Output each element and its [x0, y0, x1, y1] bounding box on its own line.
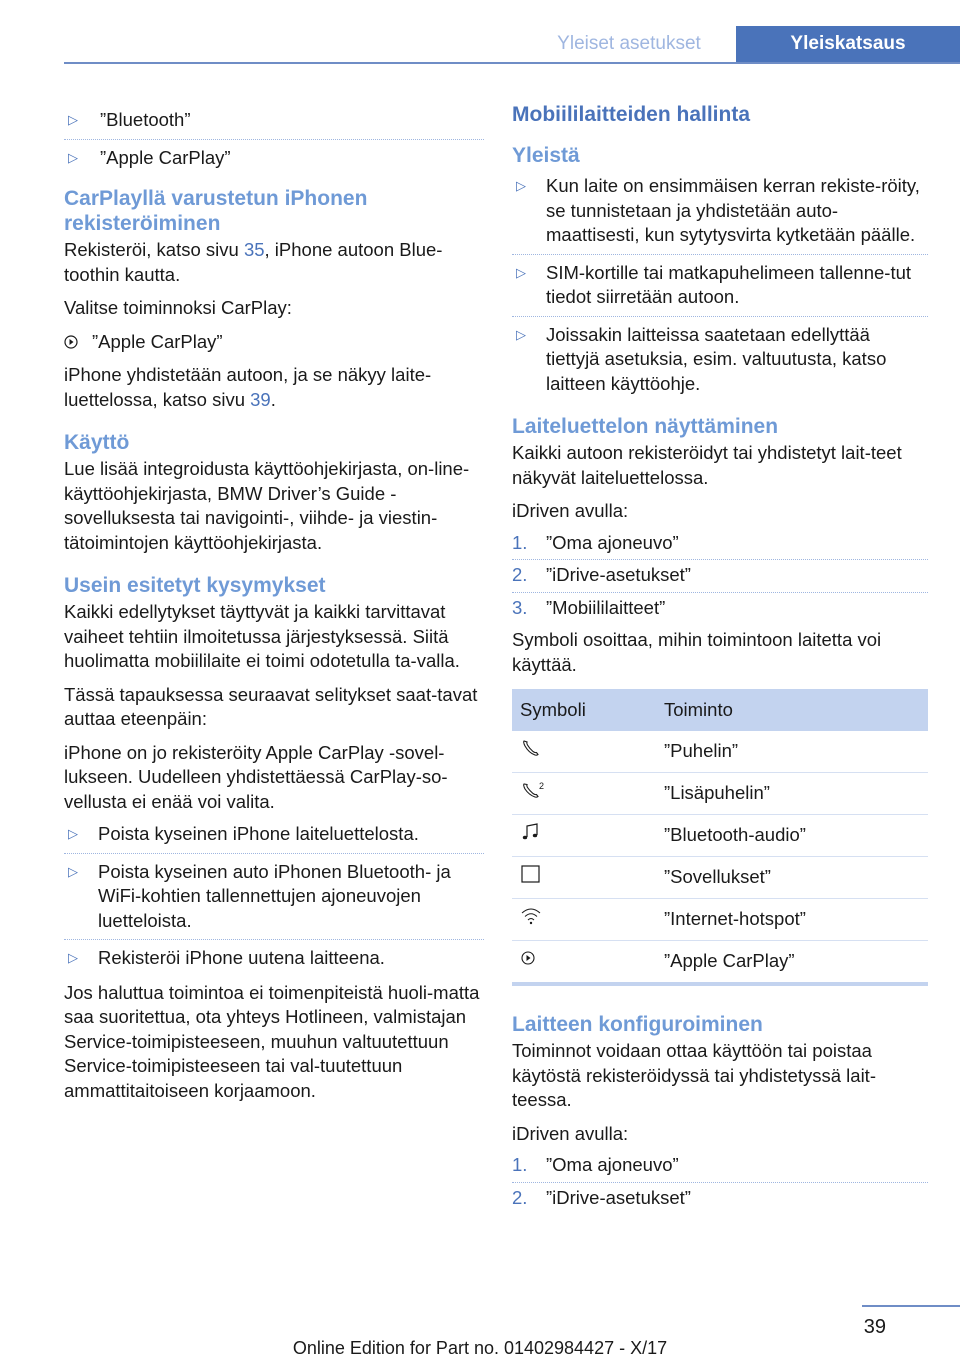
- left-column: [64, 102, 484, 1112]
- carplay-paragraph-1: Rekisteröi, katso sivu 35, iPhone autoon Blue-toothin kautta.: [64, 239, 443, 285]
- table-header-row: [512, 689, 928, 731]
- triangle-bullet-icon: ▷: [68, 149, 78, 165]
- usage-paragraph: Lue lisää integroidusta käyttöohjekirjasta, on-line-käyttöohjekirjasta, BMW Driver’s Guide -sovelluksesta tai navigointi-, viihde- ja viestin-tätoimintojen käyttöohjekirjasta.: [64, 458, 470, 553]
- faq-paragraph-2: Tässä tapauksessa seuraavat selitykset saat-tavat auttaa eteenpäin:: [64, 683, 478, 729]
- carplay-paragraph-3: iPhone yhdistetään autoon, ja se näkyy laite-luettelossa, katso sivu 39.: [64, 364, 432, 410]
- device-list-paragraph-3: Symboli osoittaa, mihin toimintoon laitetta voi käyttää.: [512, 629, 882, 675]
- triangle-bullet-icon: ▷: [68, 826, 78, 841]
- config-heading: Laitteen konfiguroiminen: [512, 1013, 763, 1036]
- triangle-bullet-icon: ▷: [516, 264, 526, 280]
- phone-2-icon: [520, 780, 546, 800]
- list-item: ▷ Rekisteröi iPhone uutena laitteena.: [64, 940, 484, 977]
- svg-text:2: 2: [539, 781, 545, 792]
- list-item: ▷ Kun laite on ensimmäisen kerran rekiste-röity, se tunnistetaan ja yhdistetään auto-maattisesti, kun sytytysvirta kytketään päälle.: [512, 168, 928, 255]
- table-row: ”Internet-hotspot”: [512, 899, 928, 941]
- symbol-table: [512, 689, 928, 986]
- list-item: 2. ”iDrive-asetukset”: [512, 1186, 691, 1208]
- config-paragraph-1: Toiminnot voidaan ottaa käyttöön tai poistaa käytöstä rekisteröidyssä tai yhdistetyssä lait-teessa.: [512, 1040, 876, 1110]
- carplay-icon: [520, 948, 542, 968]
- device-list-steps: [512, 528, 928, 625]
- apps-icon: [520, 864, 542, 884]
- top-bullet-list: [64, 102, 484, 176]
- table-header-function: Toiminto: [663, 689, 928, 731]
- faq-heading: Usein esitetyt kysymykset: [64, 574, 326, 597]
- faq-paragraph-4: Jos haluttua toimintoa ei toimenpiteistä huoli-matta saa suoritettua, ota yhteys Hotlineen, valmistajan Service-toimipisteeseen, muuhun valtuutettuun Service-toimipisteeseen tai val-tuutettuun ammattitaitoiseen korjaamoon.: [64, 981, 480, 1101]
- chapter-tab: Yleiskatsaus: [736, 26, 960, 62]
- list-item: ▷ Joissakin laitteissa saatetaan edellyttää tiettyjä asetuksia, esim. valtuutusta, katso laitteen käyttöohje.: [512, 317, 928, 403]
- list-item: ▷ Poista kyseinen iPhone laiteluettelosta.: [64, 816, 484, 854]
- general-heading: Yleistä: [512, 144, 580, 167]
- triangle-bullet-icon: ▷: [68, 112, 78, 127]
- faq-bullet-list: [64, 816, 484, 977]
- edition-footer: Online Edition for Part no. 01402984427 - X/17: [292, 1338, 668, 1358]
- config-steps: [512, 1150, 928, 1214]
- page-number: 39: [863, 1316, 886, 1338]
- list-item: ▷ ”Apple CarPlay”: [64, 140, 484, 177]
- right-column: [512, 102, 928, 1214]
- device-list-paragraph-1: Kaikki autoon rekisteröidyt tai yhdistetyt lait-teet näkyvät laiteluettelossa.: [512, 442, 902, 488]
- footer-divider: [862, 1305, 960, 1307]
- list-item: 2. ”iDrive-asetukset”: [512, 560, 928, 593]
- table-row: ”Sovellukset”: [512, 857, 928, 899]
- header-divider: [64, 62, 960, 64]
- list-item: 1. ”Oma ajoneuvo”: [512, 1150, 928, 1183]
- triangle-bullet-icon: ▷: [516, 178, 526, 193]
- usage-heading: Käyttö: [64, 431, 130, 454]
- carplay-heading: CarPlayllä varustetun iPhonen rekisteröiminen: [64, 187, 368, 235]
- triangle-bullet-icon: ▷: [68, 950, 78, 965]
- carplay-menu-item: ”Apple CarPlay”: [64, 330, 484, 355]
- carplay-icon: [64, 334, 78, 350]
- music-note-icon: [520, 822, 542, 842]
- table-row: ”Apple CarPlay”: [512, 941, 928, 985]
- table-row: ”Puhelin”: [512, 731, 928, 773]
- list-item: 3. ”Mobiililaitteet”: [512, 596, 666, 618]
- list-item: 1. ”Oma ajoneuvo”: [512, 528, 928, 561]
- table-header-symbol: Symboli: [512, 689, 663, 731]
- list-item: ▷ Poista kyseinen auto iPhonen Bluetooth- ja WiFi-kohtien tallennettujen ajoneuvojen luetteloista.: [64, 854, 484, 941]
- general-bullet-list: [512, 168, 928, 402]
- faq-paragraph-1: Kaikki edellytykset täyttyvät ja kaikki tarvittavat vaiheet tehtiin ilmoitetussa järjestyksessä. Siitä huolimatta mobiililaite ei toimi odotetulla ta-valla.: [64, 601, 460, 671]
- list-item: ▷ ”Bluetooth”: [64, 102, 484, 140]
- triangle-bullet-icon: ▷: [516, 326, 526, 342]
- device-list-heading: Laiteluettelon näyttäminen: [512, 415, 779, 438]
- list-item: ▷ SIM-kortille tai matkapuhelimeen tallenne-tut tiedot siirretään autoon.: [512, 255, 928, 317]
- section-tab: Yleiset asetukset: [557, 33, 701, 54]
- triangle-bullet-icon: ▷: [68, 863, 78, 879]
- page-link-39[interactable]: 39: [250, 388, 271, 410]
- table-row: 2 ”Lisäpuhelin”: [512, 773, 928, 815]
- phone-icon: [520, 738, 542, 758]
- faq-paragraph-3: iPhone on jo rekisteröity Apple CarPlay -sovel-lukseen. Uudelleen yhdistettäessä CarPlay-so-vellusta ei enää voi valita.: [64, 741, 448, 812]
- carplay-paragraph-2: Valitse toiminnoksi CarPlay:: [64, 297, 292, 318]
- device-list-paragraph-2: iDriven avulla:: [512, 500, 629, 521]
- page-link-35[interactable]: 35: [243, 239, 265, 260]
- table-row: ”Bluetooth-audio”: [512, 815, 928, 857]
- config-paragraph-2: iDriven avulla:: [512, 1122, 629, 1144]
- wifi-icon: [520, 906, 542, 926]
- main-heading: Mobiililaitteiden hallinta: [512, 103, 751, 126]
